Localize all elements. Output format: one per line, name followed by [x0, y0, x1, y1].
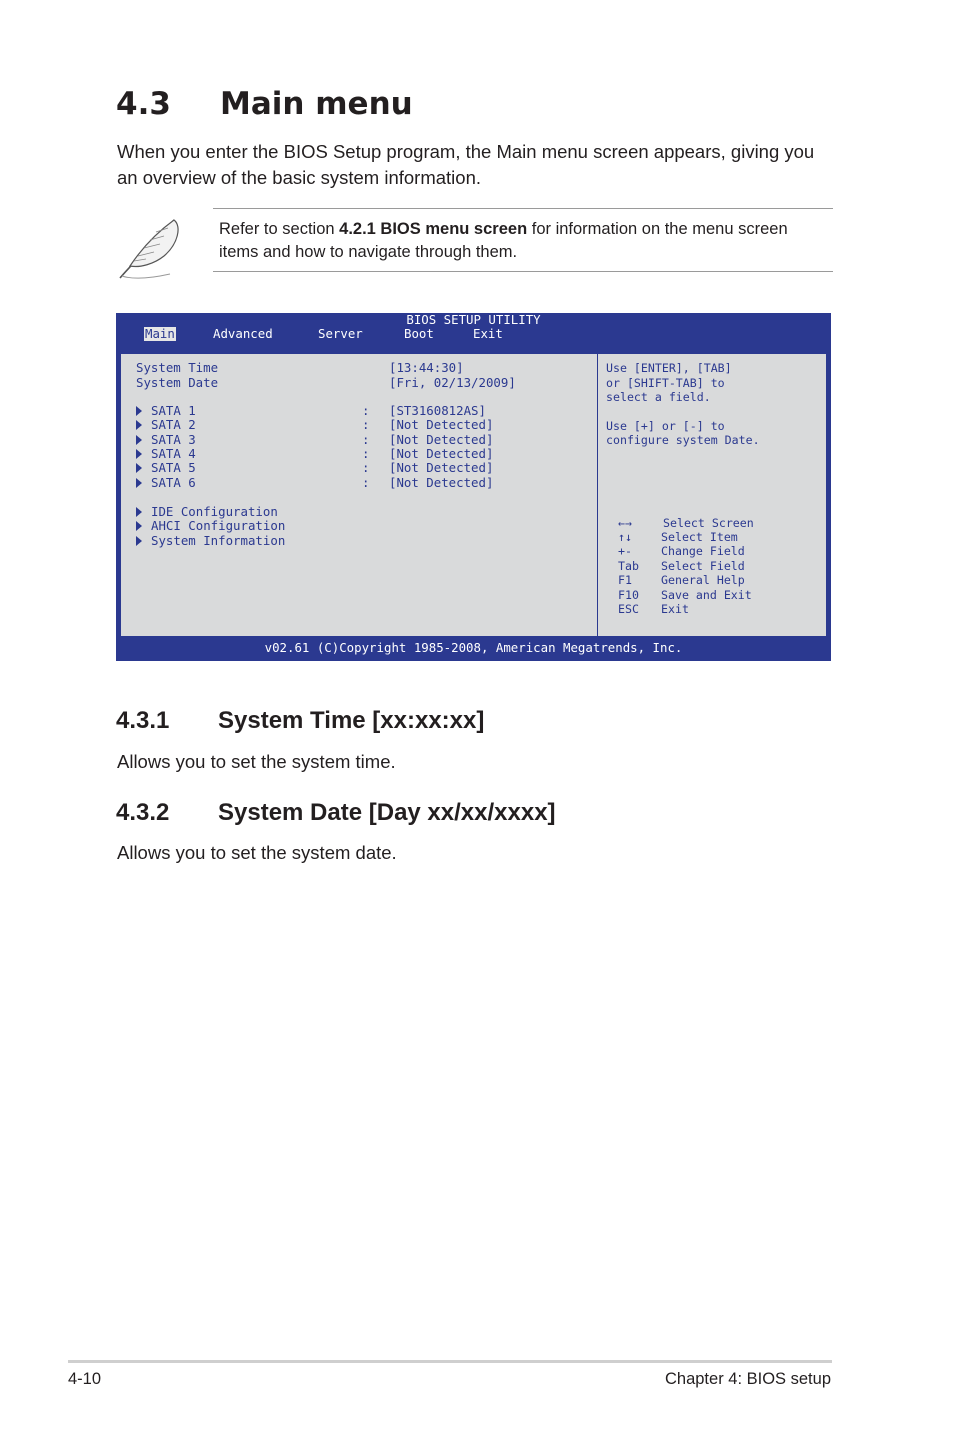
sata-separator: : — [362, 432, 370, 447]
subsection-number: 4.3.2 — [116, 799, 170, 826]
sata-label: SATA 1 — [151, 403, 196, 418]
subsection-title: System Time [xx:xx:xx] — [218, 707, 485, 734]
key-action: General Help — [661, 573, 745, 587]
help-line: or [SHIFT-TAB] to — [606, 376, 725, 390]
submenu-arrow-icon — [136, 420, 142, 430]
submenu-label: System Information — [151, 533, 286, 548]
sata-separator: : — [362, 460, 370, 475]
sata-value: [Not Detected] — [389, 460, 494, 475]
help-line: Use [+] or [-] to — [606, 419, 725, 433]
sata-label: SATA 3 — [151, 432, 196, 447]
sata-label: SATA 2 — [151, 417, 196, 432]
sata-value: [Not Detected] — [389, 432, 494, 447]
system-date-value[interactable]: [Fri, 02/13/2009] — [389, 375, 516, 390]
key-esc: ESC — [618, 602, 639, 616]
panel-divider — [597, 354, 598, 636]
key-tab: Tab — [618, 559, 639, 573]
sata-item[interactable] — [136, 461, 196, 475]
key-action: Select Screen — [663, 516, 754, 530]
submenu-label: IDE Configuration — [151, 504, 278, 519]
sata-value: [ST3160812AS] — [389, 403, 486, 418]
submenu-arrow-icon — [136, 521, 142, 531]
bios-menu-exit[interactable]: Exit — [473, 326, 503, 341]
system-time-label[interactable]: System Time — [136, 360, 219, 375]
intro-paragraph: When you enter the BIOS Setup program, the Main menu screen appears, giving you an overview of the basic system information. — [117, 141, 815, 188]
sata-value: [Not Detected] — [389, 446, 494, 461]
footer-rule — [68, 1360, 832, 1363]
sata-separator: : — [362, 446, 370, 461]
key-action: Select Field — [661, 559, 745, 573]
help-line: select a field. — [606, 390, 711, 404]
key-plus-minus: +- — [618, 544, 632, 558]
submenu-arrow-icon — [136, 406, 142, 416]
submenu-ahci-configuration[interactable] — [136, 519, 285, 533]
section-number: 4.3 — [116, 86, 171, 122]
submenu-arrow-icon — [136, 449, 142, 459]
bios-menu-boot[interactable]: Boot — [404, 326, 434, 341]
subsection-heading — [116, 707, 484, 735]
feather-note-icon — [112, 214, 186, 282]
sata-value: [Not Detected] — [389, 475, 494, 490]
key-f10: F10 — [618, 588, 639, 602]
help-line: Use [ENTER], [TAB] — [606, 361, 732, 375]
key-up-down: ↑↓ — [618, 530, 632, 544]
sata-item[interactable] — [136, 476, 196, 490]
submenu-arrow-icon — [136, 463, 142, 473]
submenu-label: AHCI Configuration — [151, 518, 286, 533]
subsection-title: System Date [Day xx/xx/xxxx] — [218, 799, 556, 826]
sata-separator: : — [362, 475, 370, 490]
sata-label: SATA 4 — [151, 446, 196, 461]
subsection-number: 4.3.1 — [116, 707, 170, 734]
subsection-body: Allows you to set the system date. — [117, 842, 397, 863]
submenu-arrow-icon — [136, 536, 142, 546]
sata-label: SATA 6 — [151, 475, 196, 490]
section-title: Main menu — [220, 86, 413, 122]
note-box — [213, 208, 833, 272]
note-text-start: Refer to section — [219, 220, 340, 238]
submenu-arrow-icon — [136, 507, 142, 517]
key-action: Select Item — [661, 530, 738, 544]
subsection-heading — [116, 799, 556, 827]
key-action: Save and Exit — [661, 588, 752, 602]
bios-menu-server[interactable]: Server — [318, 326, 363, 341]
system-date-label[interactable]: System Date — [136, 375, 219, 390]
page-number: 4-10 — [68, 1370, 102, 1388]
subsection-body: Allows you to set the system time. — [117, 751, 396, 772]
help-line: configure system Date. — [606, 433, 760, 447]
bios-screenshot — [116, 313, 831, 661]
sata-value: [Not Detected] — [389, 417, 494, 432]
chapter-title: Chapter 4: BIOS setup — [664, 1370, 831, 1388]
key-action: Change Field — [661, 544, 745, 558]
submenu-system-information[interactable] — [136, 534, 285, 548]
sata-separator: : — [362, 403, 370, 418]
section-heading — [116, 86, 413, 122]
submenu-arrow-icon — [136, 478, 142, 488]
bios-main-panel — [120, 353, 827, 637]
bios-copyright: v02.61 (C)Copyright 1985-2008, American Megatrends, Inc. — [264, 640, 683, 655]
sata-label: SATA 5 — [151, 460, 196, 475]
sata-separator: : — [362, 417, 370, 432]
bios-menu-advanced[interactable]: Advanced — [213, 326, 273, 341]
bios-menu-main[interactable]: Main — [145, 326, 175, 341]
note-text-end: for information on the menu screen items and how to navigate through them. — [219, 220, 788, 261]
bios-title-text: BIOS SETUP UTILITY — [406, 312, 541, 327]
key-left-right: ←→ — [618, 516, 632, 530]
submenu-arrow-icon — [136, 435, 142, 445]
note-text — [219, 218, 829, 264]
key-f1: F1 — [618, 573, 632, 587]
sata-item[interactable] — [136, 418, 196, 432]
system-time-value[interactable]: [13:44:30] — [389, 360, 464, 375]
note-section-reference: 4.2.1 BIOS menu screen — [339, 220, 528, 238]
key-action: Exit — [661, 602, 689, 616]
